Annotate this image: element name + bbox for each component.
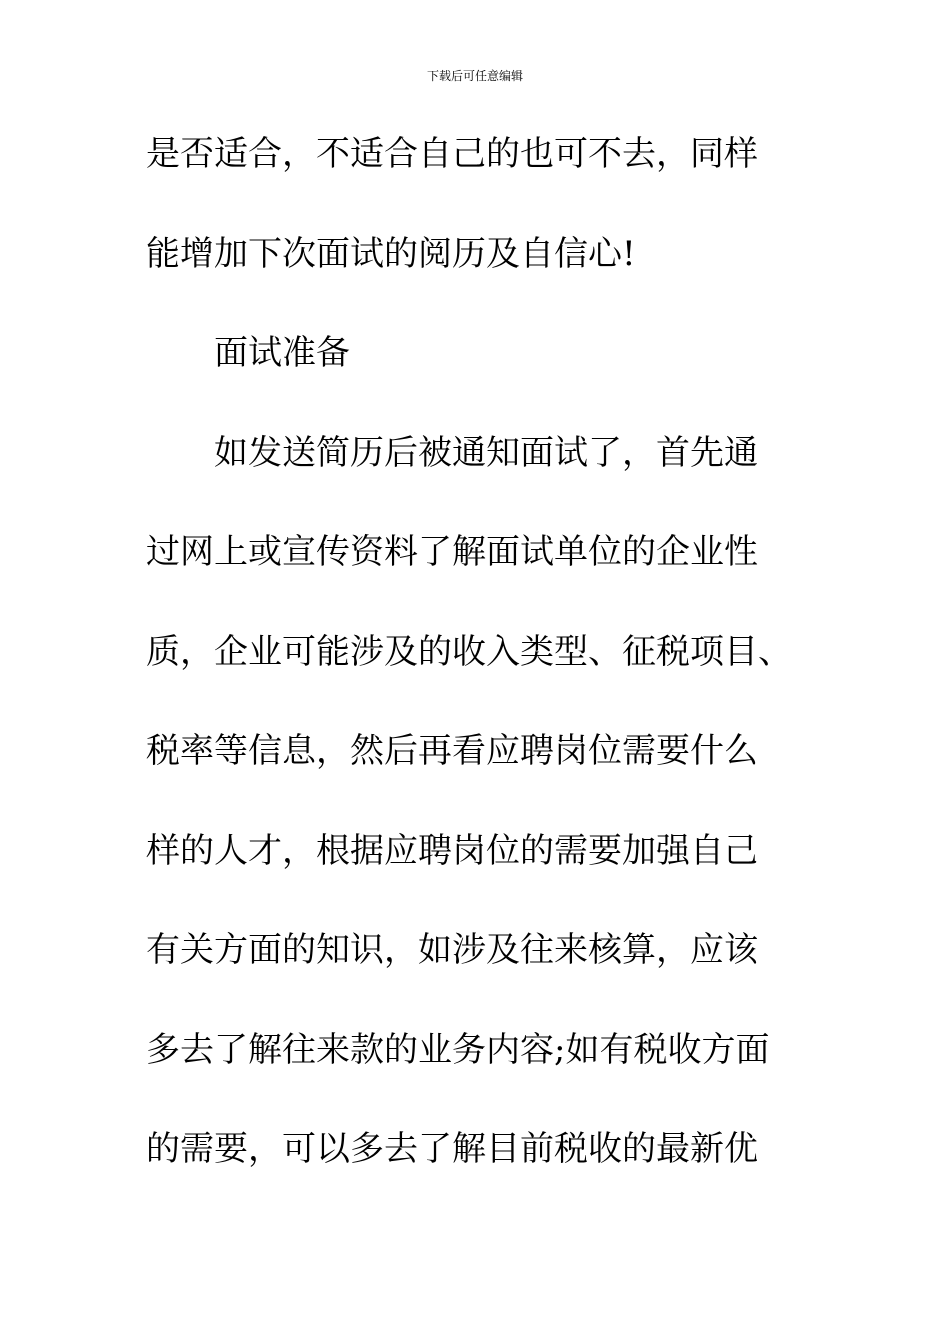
text-line: 的需要，可以多去了解目前税收的最新优 xyxy=(146,1129,758,1169)
paragraph-start-line: 如发送简历后被通知面试了，首先通 xyxy=(214,432,758,473)
text-line: 过网上或宣传资料了解面试单位的企业性 xyxy=(146,532,758,572)
text-line: 能增加下次面试的阅历及自信心! xyxy=(146,233,636,274)
text-line: 是否适合，不适合自己的也可不去，同样 xyxy=(146,134,758,174)
text-line: 样的人才，根据应聘岗位的需要加强自己 xyxy=(146,830,758,871)
document-body xyxy=(146,124,826,1219)
section-heading: 面试准备 xyxy=(214,333,350,373)
text-line: 质，企业可能涉及的收入类型、征税项目、 xyxy=(146,631,792,672)
header-note: 下载后可任意编辑 xyxy=(426,69,523,83)
text-line: 多去了解往来款的业务内容;如有税收方面 xyxy=(146,1029,770,1070)
text-line: 税率等信息，然后再看应聘岗位需要什么 xyxy=(146,731,758,771)
text-line: 有关方面的知识，如涉及往来核算，应该 xyxy=(146,930,758,970)
